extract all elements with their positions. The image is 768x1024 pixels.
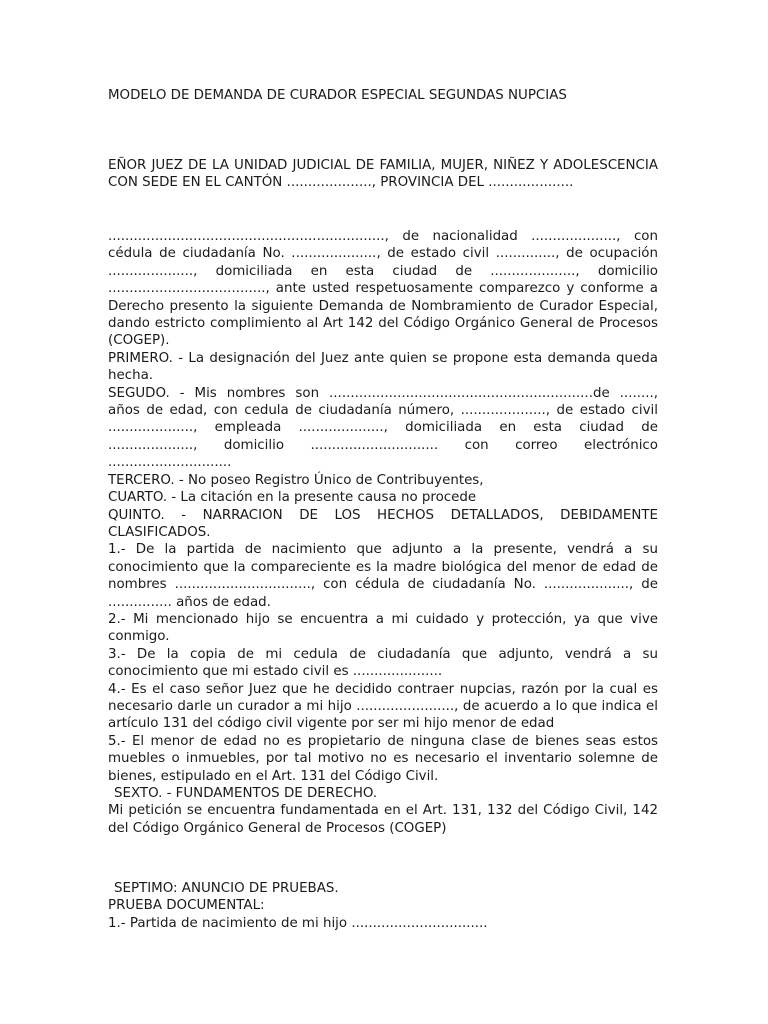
- hecho-2-paragraph: 2.- Mi mencionado hijo se encuentra a mi cuidado y protección, ya que vive conmigo.: [108, 611, 658, 645]
- primero-paragraph: PRIMERO. - La designación del Juez ante quien se propone esta demanda queda hecha.: [108, 350, 658, 384]
- prueba-1-item: 1.- Partida de nacimiento de mi hijo ................................: [108, 915, 488, 931]
- hecho-1-paragraph: 1.- De la partida de nacimiento que adjunto a la presente, vendrá a su conocimiento que la compareciente es la madre biológica del menor de edad de nombres ................................, con cédula de ciudadanía No. ...................., de ............... años de edad.: [108, 542, 658, 610]
- prueba-documental-heading: PRUEBA DOCUMENTAL:: [108, 898, 265, 914]
- addressee-paragraph: EÑOR JUEZ DE LA UNIDAD JUDICIAL DE FAMILIA, MUJER, NIÑEZ Y ADOLESCENCIA CON SEDE EN EL CANTÓN ...................., PROVINCIA DEL ....................: [108, 158, 658, 191]
- document-tail: [108, 880, 658, 932]
- document-title: MODELO DE DEMANDA DE CURADOR ESPECIAL SEGUNDAS NUPCIAS: [108, 88, 567, 103]
- hecho-3-paragraph: 3.- De la copia de mi cedula de ciudadanía que adjunto, vendrá a su conocimiento que mi estado civil es .....................: [108, 646, 658, 680]
- cuarto-paragraph: CUARTO. - La citación en la presente causa no procede: [108, 490, 477, 506]
- septimo-paragraph: SEPTIMO: ANUNCIO DE PRUEBAS.: [114, 881, 339, 896]
- fundamento-paragraph: Mi petición se encuentra fundamentada en el Art. 131, 132 del Código Civil, 142 del Código Orgánico General de Procesos (COGEP): [108, 803, 658, 836]
- segundo-paragraph: SEGUDO. - Mis nombres son ..............................................................de ........, años de edad, con cedula de ciudadanía número, ...................., de estado civil ...................., empleada ...................., domiciliada en esta ciudad de ...................., domicilio .............................. con correo electrónico .............................: [108, 385, 658, 471]
- tercero-paragraph: TERCERO. - No poseo Registro Único de Contribuyentes,: [108, 472, 484, 488]
- document-body: [108, 228, 658, 837]
- hecho-5-paragraph: 5.- El menor de edad no es propietario de ninguna clase de bienes seas estos muebles o inmuebles, por tal motivo no es necesario el inventario solemne de bienes, estipulado en el Art. 131 del Código Civil.: [108, 733, 658, 784]
- hecho-4-paragraph: 4.- Es el caso señor Juez que he decidido contraer nupcias, razón por la cual es necesario darle un curador a mi hijo ......................., de acuerdo a lo que indica el artículo 131 del código civil vigente por ser mi hijo menor de edad: [108, 681, 658, 732]
- intro-paragraph: ................................................................., de nacionalidad ...................., con cédula de ciudadanía No. ...................., de estado civil .............., de ocupación ...................., domiciliada en esta ciudad de ...................., domicilio ....................................., ante usted respetuosamente comparezco y conforme a Derecho presento la siguiente Demanda de Nombramiento de Curador Especial, dando estricto complimiento al Art 142 del Código Orgánico General de Procesos (COGEP).: [108, 229, 658, 349]
- sexto-paragraph: SEXTO. - FUNDAMENTOS DE DERECHO.: [114, 786, 378, 801]
- quinto-paragraph: QUINTO. - NARRACION DE LOS HECHOS DETALLADOS, DEBIDAMENTE CLASIFICADOS.: [108, 507, 658, 540]
